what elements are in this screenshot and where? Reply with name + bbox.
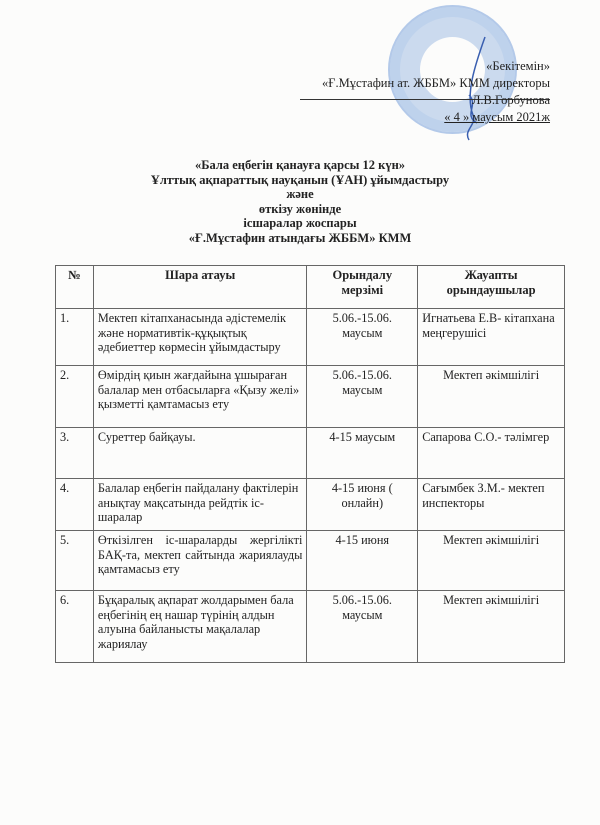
row-responsible: Мектеп әкімшілігі bbox=[418, 591, 565, 663]
row-event: Бұқаралық ақпарат жолдарымен бала еңбегінің ең нашар түрінің алдын алуына байланысты мақалалар жариялау bbox=[93, 591, 306, 663]
row-number: 5. bbox=[56, 531, 94, 591]
header-responsible: Жауапты орындаушылар bbox=[418, 266, 565, 309]
header-event: Шара атауы bbox=[93, 266, 306, 309]
row-deadline: 5.06.-15.06. маусым bbox=[307, 591, 418, 663]
approval-name: Л.В.Горбунова bbox=[471, 93, 550, 107]
title-line: Ұлттық ақпараттық науқанын (ҰАН) ұйымдастыру bbox=[150, 172, 450, 187]
row-number: 4. bbox=[56, 479, 94, 531]
approval-block bbox=[322, 58, 550, 126]
row-responsible: Мектеп әкімшілігі bbox=[418, 531, 565, 591]
row-deadline: 4-15 маусым bbox=[307, 428, 418, 479]
table-row bbox=[56, 591, 565, 663]
plan-table bbox=[55, 265, 565, 663]
header-number: № bbox=[56, 266, 94, 309]
row-deadline: 5.06.-15.06. маусым bbox=[307, 366, 418, 428]
row-number: 6. bbox=[56, 591, 94, 663]
table-row bbox=[56, 366, 565, 428]
approval-date: « 4 » маусым 2021ж bbox=[444, 110, 550, 124]
row-responsible: Сапарова С.О.- тәлімгер bbox=[418, 428, 565, 479]
row-responsible: Сағымбек З.М.- мектеп инспекторы bbox=[418, 479, 565, 531]
row-event: Мектеп кітапханасында әдістемелік және нормативтік-құқықтық әдебиеттер көрмесін ұйымдастыру bbox=[93, 309, 306, 366]
row-responsible: Игнатьева Е.В- кітапхана меңгерушісі bbox=[418, 309, 565, 366]
row-deadline: 4-15 июня bbox=[307, 531, 418, 591]
title-line: өткізу жөнінде bbox=[258, 201, 342, 216]
table-row bbox=[56, 428, 565, 479]
table-row bbox=[56, 531, 565, 591]
table-row bbox=[56, 309, 565, 366]
row-number: 2. bbox=[56, 366, 94, 428]
table-header-row bbox=[56, 266, 565, 309]
row-event: Суреттер байқауы. bbox=[93, 428, 306, 479]
approval-position: «Ғ.Мұстафин ат. ЖББМ» КММ директоры bbox=[322, 76, 550, 90]
title-line: және bbox=[286, 187, 314, 201]
row-deadline: 4-15 июня ( онлайн) bbox=[307, 479, 418, 531]
title-line: ісшаралар жоспары bbox=[243, 216, 357, 230]
table-row bbox=[56, 479, 565, 531]
row-event: Балалар еңбегін пайдалану фактілерін анықтау мақсатында рейдтік іс-шаралар bbox=[93, 479, 306, 531]
approval-heading: «Бекітемін» bbox=[486, 59, 550, 73]
row-event: Өмірдің қиын жағдайына ұшыраған балалар мен отбасыларға «Қызу желі» қызметті қамтамасыз ету bbox=[93, 366, 306, 428]
row-number: 1. bbox=[56, 309, 94, 366]
title-line: «Бала еңбегін қанауға қарсы 12 күн» bbox=[194, 158, 406, 172]
row-deadline: 5.06.-15.06. маусым bbox=[307, 309, 418, 366]
row-event: Өткізілген іс-шараларды жергілікті БАҚ-та, мектеп сайтында жариялауды қамтамасыз ету bbox=[93, 531, 306, 591]
title-line: «Ғ.Мұстафин атындағы ЖББМ» КММ bbox=[188, 230, 412, 245]
header-deadline: Орындалу мерзімі bbox=[307, 266, 418, 309]
row-number: 3. bbox=[56, 428, 94, 479]
row-responsible: Мектеп әкімшілігі bbox=[418, 366, 565, 428]
document-title bbox=[0, 158, 600, 245]
